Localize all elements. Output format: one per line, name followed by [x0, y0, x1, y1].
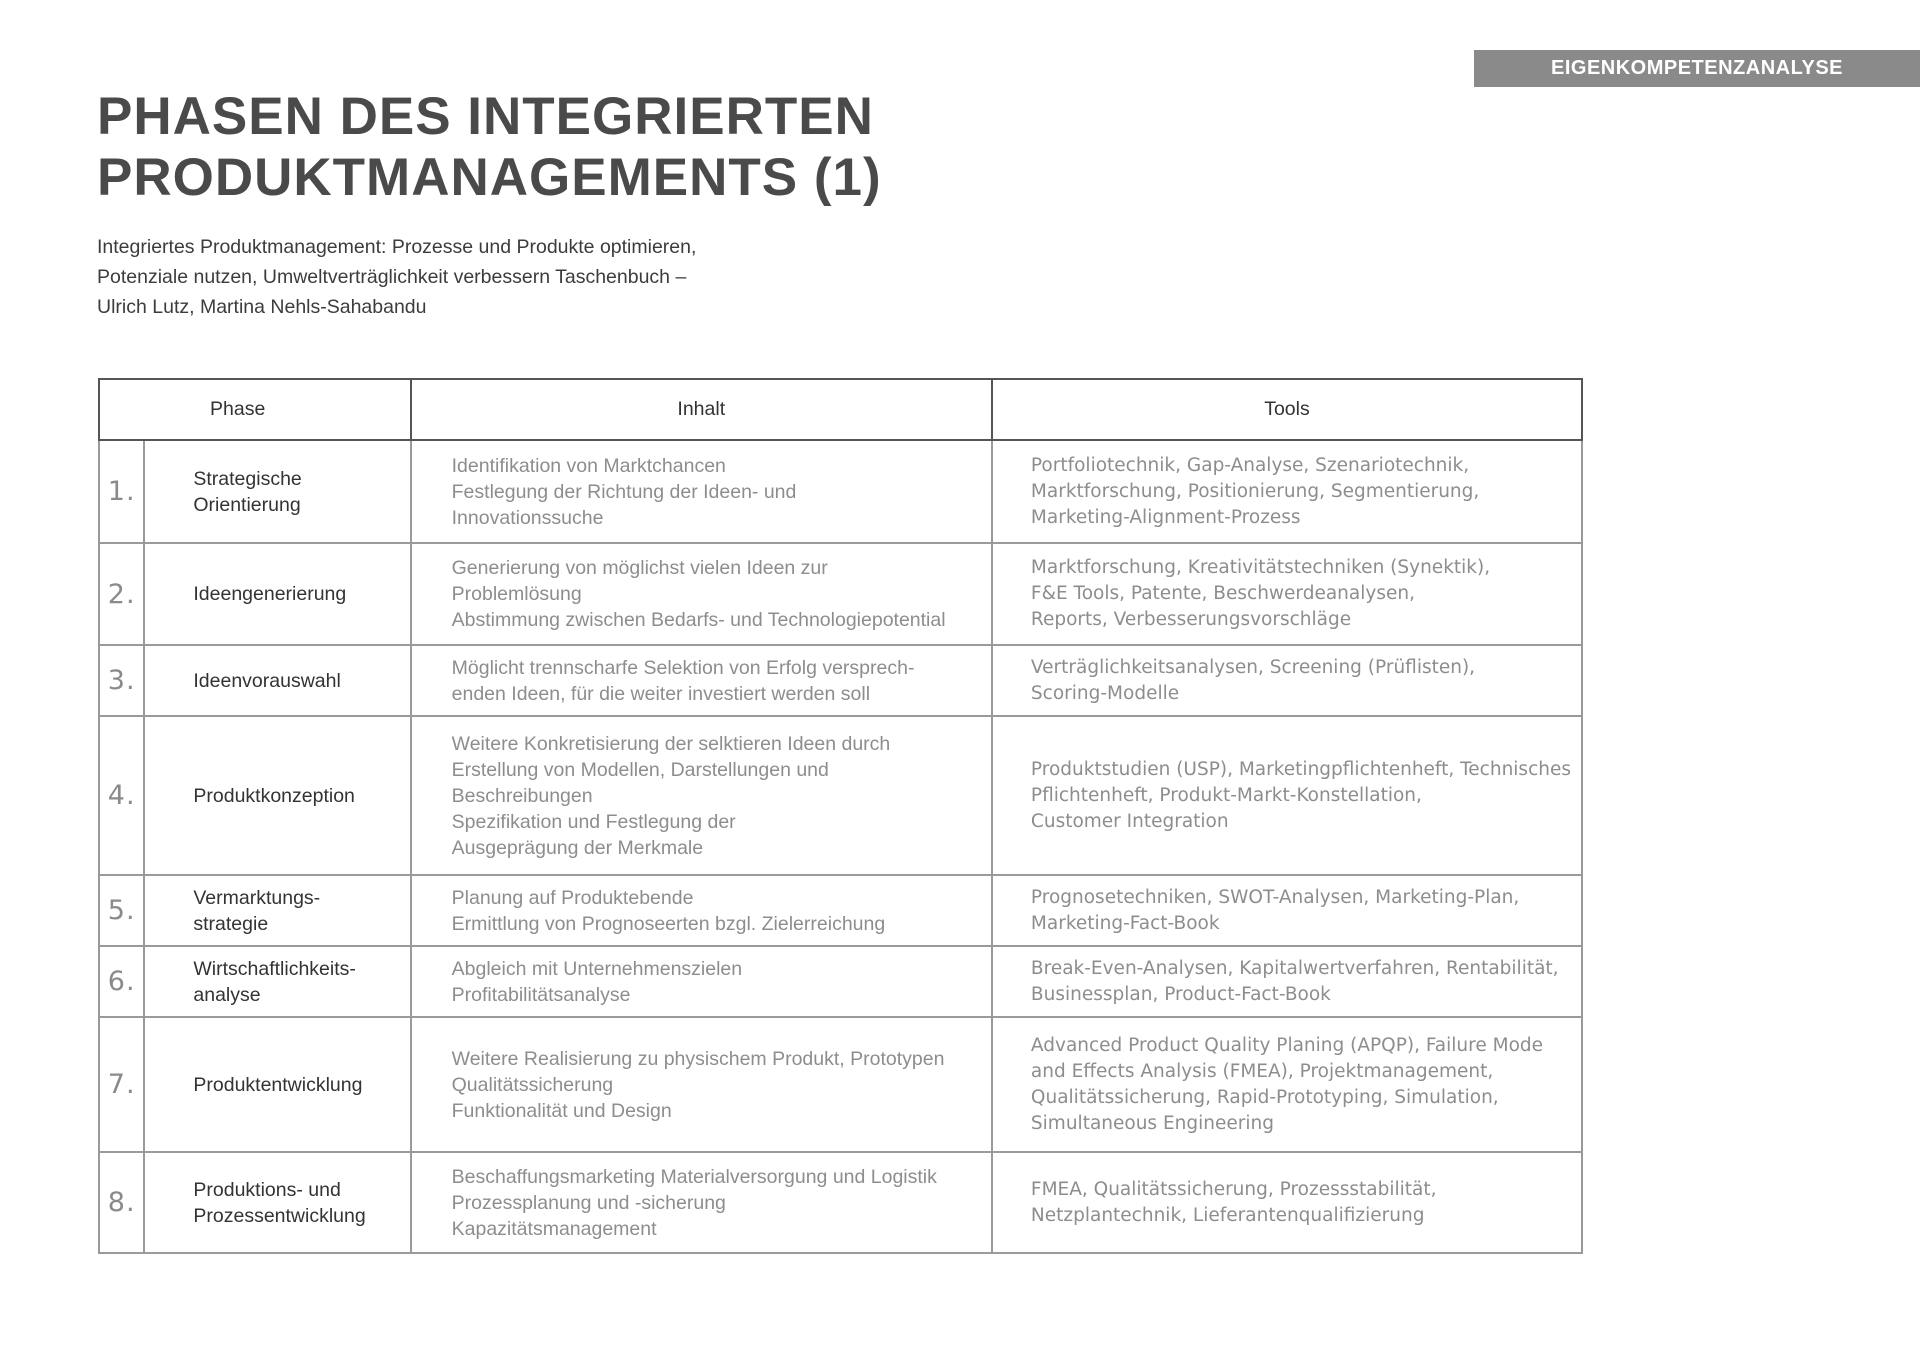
- phase-name-text: [193, 668, 409, 694]
- tools-cell-text: [1031, 453, 1571, 531]
- text-line: Scoring-Modelle: [1030, 682, 1180, 704]
- phase-number: 4.: [99, 716, 144, 875]
- text-line: Innovationssuche: [451, 506, 604, 529]
- inhalt-cell: [411, 1152, 992, 1253]
- tools-cell-text: [1031, 555, 1571, 633]
- source-citation: [97, 232, 696, 322]
- phase-number: 6.: [99, 946, 144, 1017]
- text-line: Marktforschung, Kreativitätstechniken (Synektik),: [1030, 557, 1491, 578]
- inhalt-cell-text: [452, 885, 983, 937]
- text-line: Marktforschung, Positionierung, Segmentierung,: [1030, 480, 1480, 502]
- tools-cell: [992, 1152, 1582, 1253]
- phase-name-text: [193, 581, 409, 607]
- phase-name-text: [193, 956, 409, 1008]
- text-line: Businessplan, Product-Fact-Book: [1030, 983, 1331, 1005]
- text-line: Qualitätssicherung: [451, 1073, 614, 1096]
- text-line: Simultaneous Engineering: [1030, 1112, 1274, 1134]
- phase-number: 2.: [99, 543, 144, 645]
- table-row: [99, 645, 1582, 716]
- text-line: Prognosetechniken, SWOT-Analysen, Marketing-Plan,: [1030, 886, 1520, 908]
- tools-cell-text: [1031, 956, 1571, 1008]
- phase-name: [144, 645, 410, 716]
- text-line: Profitabilitätsanalyse: [451, 983, 631, 1006]
- inhalt-cell: [411, 1017, 992, 1152]
- phase-number: 1.: [99, 440, 144, 543]
- text-line: Beschaffungsmarketing Materialversorgung und Logistik: [451, 1165, 937, 1188]
- table-row: [99, 946, 1582, 1017]
- inhalt-cell: [411, 645, 992, 716]
- text-line: Advanced Product Quality Planing (APQP), Failure Mode: [1030, 1034, 1544, 1056]
- tools-cell: [992, 645, 1582, 716]
- text-line: Festlegung der Richtung der Ideen- und: [451, 480, 797, 503]
- text-line: Produktkonzeption: [193, 784, 355, 807]
- phase-name: [144, 946, 410, 1017]
- tools-cell-text: [1031, 757, 1571, 835]
- text-line: Beschreibungen: [451, 784, 593, 807]
- table-row: [99, 1017, 1582, 1152]
- title-line: PHASEN DES INTEGRIERTEN: [97, 87, 874, 146]
- tools-cell-text: [1031, 885, 1571, 937]
- tools-cell: [992, 875, 1582, 946]
- text-line: Customer Integration: [1030, 810, 1229, 832]
- text-line: Produktentwicklung: [193, 1073, 363, 1096]
- inhalt-cell: [411, 946, 992, 1017]
- phase-name-text: [193, 783, 409, 809]
- inhalt-cell-text: [452, 453, 983, 531]
- citation-line: Potenziale nutzen, Umweltverträglichkeit verbessern Taschenbuch –: [97, 266, 687, 288]
- table-row: [99, 1152, 1582, 1253]
- page-title: [97, 86, 882, 208]
- text-line: F&E Tools, Patente, Beschwerdeanalysen,: [1030, 583, 1415, 604]
- text-line: Kapazitätsmanagement: [451, 1217, 657, 1240]
- text-line: analyse: [193, 983, 261, 1006]
- text-line: and Effects Analysis (FMEA), Projektmanagement,: [1030, 1060, 1494, 1082]
- phase-name-text: [193, 885, 409, 937]
- phase-name: [144, 543, 410, 645]
- text-line: Prozessplanung und -sicherung: [451, 1191, 726, 1214]
- inhalt-cell: [411, 875, 992, 946]
- text-line: Ausgeprägung der Merkmale: [451, 836, 704, 859]
- tools-cell: [992, 543, 1582, 645]
- text-line: Spezifikation und Festlegung der: [451, 810, 736, 833]
- inhalt-cell: [411, 440, 992, 543]
- text-line: Marketing-Alignment-Prozess: [1030, 506, 1301, 528]
- phase-number: 5.: [99, 875, 144, 946]
- text-line: Funktionalität und Design: [451, 1099, 672, 1122]
- text-line: Break-Even-Analysen, Kapitalwertverfahren, Rentabilität,: [1030, 957, 1559, 979]
- text-line: Portfoliotechnik, Gap-Analyse, Szenariotechnik,: [1030, 454, 1470, 476]
- inhalt-cell-text: [452, 555, 983, 633]
- table-row: [99, 543, 1582, 645]
- text-line: Produktions- und: [193, 1178, 341, 1201]
- table-body: [99, 440, 1582, 1253]
- phase-number: 7.: [99, 1017, 144, 1152]
- citation-line: Integriertes Produktmanagement: Prozesse und Produkte optimieren,: [97, 236, 697, 258]
- text-line: Wirtschaftlichkeits-: [193, 957, 356, 980]
- tools-cell: [992, 1017, 1582, 1152]
- inhalt-cell-text: [452, 956, 983, 1008]
- table-row: [99, 716, 1582, 875]
- inhalt-cell-text: [452, 731, 983, 861]
- table-row: [99, 875, 1582, 946]
- tools-cell-text: [1031, 1177, 1571, 1229]
- text-line: Abstimmung zwischen Bedarfs- und Technologiepotential: [451, 609, 946, 631]
- text-line: Planung auf Produktebende: [451, 886, 694, 909]
- table-header-row: [99, 379, 1582, 440]
- header-phase: Phase: [99, 379, 411, 440]
- tools-cell: [992, 716, 1582, 875]
- phase-number: 8.: [99, 1152, 144, 1253]
- text-line: Prozessentwicklung: [193, 1204, 366, 1227]
- phase-name: [144, 716, 410, 875]
- text-line: Reports, Verbesserungsvorschläge: [1030, 609, 1352, 630]
- phase-name: [144, 440, 410, 543]
- tools-cell: [992, 440, 1582, 543]
- phase-name-text: [193, 1072, 409, 1098]
- inhalt-cell-text: [452, 1164, 983, 1242]
- inhalt-cell: [411, 716, 992, 875]
- text-line: Pflichtenheft, Produkt-Markt-Konstellation,: [1030, 784, 1422, 806]
- phase-number: 3.: [99, 645, 144, 716]
- text-line: Marketing-Fact-Book: [1030, 912, 1220, 934]
- phase-name: [144, 875, 410, 946]
- phase-name: [144, 1017, 410, 1152]
- text-line: enden Ideen, für die weiter investiert werden soll: [451, 682, 871, 705]
- text-line: Weitere Konkretisierung der selktieren Ideen durch: [451, 732, 891, 755]
- text-line: Abgleich mit Unternehmenszielen: [451, 957, 743, 980]
- text-line: Weitere Realisierung zu physischem Produkt, Prototypen: [451, 1047, 945, 1070]
- title-line: PRODUKTMANAGEMENTS (1): [97, 148, 882, 207]
- text-line: FMEA, Qualitätssicherung, Prozessstabilität,: [1030, 1178, 1437, 1200]
- text-line: Ermittlung von Prognoseerten bzgl. Zielerreichung: [451, 912, 886, 935]
- text-line: Orientierung: [193, 493, 301, 516]
- text-line: Ideenvorauswahl: [193, 669, 341, 692]
- text-line: Vermarktungs-: [193, 886, 321, 909]
- text-line: Problemlösung: [451, 583, 582, 605]
- text-line: Verträglichkeitsanalysen, Screening (Prüflisten),: [1030, 656, 1476, 678]
- text-line: Möglicht trennscharfe Selektion von Erfolg versprech-: [451, 656, 915, 679]
- phase-name-text: [193, 466, 409, 518]
- inhalt-cell-text: [452, 1046, 983, 1124]
- phase-name: [144, 1152, 410, 1253]
- header-tools: Tools: [992, 379, 1582, 440]
- tools-cell: [992, 946, 1582, 1017]
- citation-line: Ulrich Lutz, Martina Nehls-Sahabandu: [97, 296, 427, 318]
- text-line: Generierung von möglichst vielen Ideen zur: [451, 557, 828, 579]
- text-line: Produktstudien (USP), Marketingpflichtenheft, Technisches: [1030, 758, 1571, 780]
- text-line: Erstellung von Modellen, Darstellungen und: [451, 758, 829, 781]
- section-tag: EIGENKOMPETENZANALYSE: [1474, 50, 1920, 87]
- header-inhalt: Inhalt: [411, 379, 992, 440]
- inhalt-cell: [411, 543, 992, 645]
- text-line: Ideengenerierung: [193, 583, 347, 605]
- inhalt-cell-text: [452, 655, 983, 707]
- text-line: Strategische: [193, 467, 302, 490]
- phase-name-text: [193, 1177, 409, 1229]
- text-line: Netzplantechnik, Lieferantenqualifizierung: [1030, 1204, 1425, 1226]
- tools-cell-text: [1031, 1033, 1571, 1137]
- table-row: [99, 440, 1582, 543]
- phases-table: [98, 378, 1583, 1254]
- tools-cell-text: [1031, 655, 1571, 707]
- text-line: Identifikation von Marktchancen: [451, 454, 726, 477]
- text-line: Qualitätssicherung, Rapid-Prototyping, Simulation,: [1030, 1086, 1499, 1108]
- text-line: strategie: [193, 912, 269, 935]
